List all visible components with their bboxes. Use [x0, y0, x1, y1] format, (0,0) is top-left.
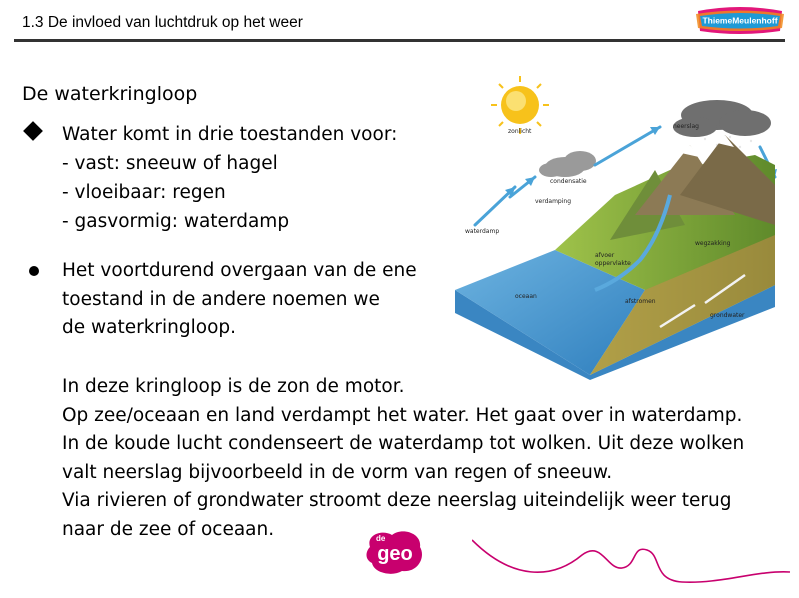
decorative-swirl: [472, 510, 792, 595]
dot-bullet-icon: [29, 266, 39, 276]
label-waterdamp: waterdamp: [465, 228, 500, 235]
bullet-1-line: Water komt in drie toestanden voor:: [62, 124, 398, 145]
water-cycle-illustration: [455, 75, 785, 380]
label-wegzakking: wegzakking: [695, 240, 731, 247]
paragraph-line: Via rivieren of grondwater stroomt deze neerslag uiteindelijk weer terug: [62, 490, 732, 511]
landscape-block: [455, 135, 775, 380]
label-condensatie: condensatie: [550, 178, 587, 185]
geo-logo-small-text: de: [376, 534, 386, 543]
label-oceaan: oceaan: [515, 293, 537, 300]
de-geo-logo: [362, 527, 428, 577]
storm-cloud-icon: [673, 100, 771, 137]
bullet-1-text: [62, 120, 397, 236]
bullet-1-line: - gasvormig: waterdamp: [62, 211, 290, 232]
sun-icon: [491, 76, 549, 134]
paragraph-line: naar de zee of oceaan.: [62, 518, 275, 540]
bullet-2-line: de waterkringloop.: [62, 317, 237, 338]
label-afvoer: afvoer: [595, 252, 615, 259]
label-oppervlakte: oppervlakte: [595, 260, 631, 267]
bullet-2-text: [62, 257, 417, 343]
paragraph-line: In deze kringloop is de zon de motor.: [62, 376, 405, 397]
cloud-icon: [539, 151, 596, 177]
paragraph-line: In de koude lucht condenseert de waterdamp tot wolken. Uit deze wolken: [62, 433, 745, 454]
diamond-bullet-icon: [23, 121, 43, 141]
thiememeulenhoff-logo: [694, 5, 786, 36]
bullet-2-line: toestand in de andere noemen we: [62, 288, 380, 310]
bullet-1-line: - vast: sneeuw of hagel: [62, 153, 278, 174]
logo-text: ThiemeMeulenhoff: [702, 15, 778, 26]
paragraph-line: Op zee/oceaan en land verdampt het water. Het gaat over in waterdamp.: [62, 404, 743, 426]
label-neerslag: neerslag: [673, 123, 699, 130]
slide-title: 1.3 De invloed van luchtdruk op het weer: [22, 14, 303, 31]
label-verdamping: verdamping: [535, 198, 572, 205]
bullet-1-line: - vloeibaar: regen: [62, 182, 226, 203]
geo-logo-text: geo: [377, 543, 413, 565]
bullet-2-line: Het voortdurend overgaan van de ene: [62, 260, 417, 281]
slide-header: [0, 0, 799, 44]
section-title: De waterkringloop: [22, 83, 198, 105]
label-grondwater: grondwater: [710, 312, 745, 319]
header-rule: [14, 39, 785, 42]
paragraph-line: valt neerslag bijvoorbeeld in de vorm van regen of sneeuw.: [62, 461, 613, 483]
label-zonlicht: zonlicht: [508, 128, 532, 135]
label-afstromen: afstromen: [625, 298, 656, 305]
